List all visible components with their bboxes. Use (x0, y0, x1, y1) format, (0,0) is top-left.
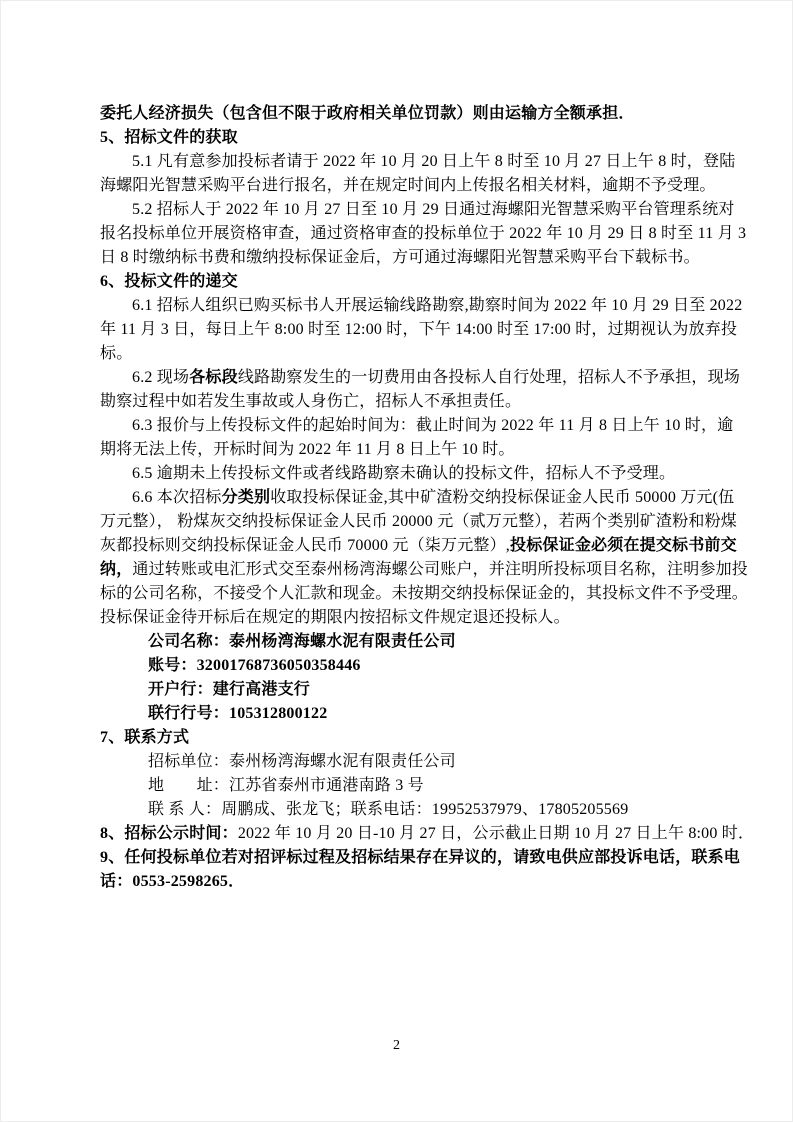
text-line (100, 174, 716, 198)
text-segment: 开户行：建行高港支行 (148, 681, 311, 698)
text-segment: 期将无法上传，开标时间为 2022 年 11 月 8 日上午 10 时。 (100, 441, 515, 458)
text-segment: 报名投标单位开展资格审查，通过资格审查的投标单位于 2022 年 10 月 29 日 8 时至 11 月 3 (100, 225, 747, 242)
text-segment: 5、招标文件的获取 (100, 129, 238, 146)
text-line (100, 630, 701, 654)
text-line (100, 366, 741, 390)
text-line (100, 246, 701, 270)
text-line (100, 582, 749, 606)
text-segment: 6.5 逾期未上传投标文件或者线路勘察未确认的投标文件，招标人不予受理。 (132, 465, 676, 482)
text-line (100, 870, 701, 894)
text-segment: 6.1 招标人组织已购买标书人开展运输线路勘察,勘察时间为 2022 年 10 月 29 日至 2022 (132, 297, 743, 314)
document-body (100, 102, 755, 894)
text-line (100, 342, 701, 366)
text-line (100, 798, 701, 822)
text-segment: 纳， (100, 561, 133, 578)
text-segment: 5.2 招标人于 2022 年 10 月 27 日至 10 月 29 日通过海螺阳光智慧采购平台管理系统对 (132, 201, 735, 218)
text-segment: 委托人经济损失（包含但不限于政府相关单位罚款）则由运输方全额承担． (100, 105, 635, 122)
text-line (100, 414, 734, 438)
text-line (100, 270, 701, 294)
text-line (100, 534, 737, 558)
text-segment: 6、投标文件的递交 (100, 273, 238, 290)
text-line (100, 678, 701, 702)
text-line (100, 774, 701, 798)
text-segment: 勘察过程中如若发生事故或人身伤亡，招标人不承担责任。 (100, 393, 522, 410)
text-segment: 6.6 本次招标 (132, 489, 222, 506)
text-line (100, 438, 701, 462)
text-line (100, 150, 736, 174)
text-segment: 投标保证金待开标后在规定的期限内按招标文件规定退还投标人。 (100, 609, 570, 626)
text-line (100, 558, 749, 582)
text-segment: 2022 年 10 月 20 日-10 月 27 日，公示截止日期 10 月 27 日上午 8:00 时． (237, 825, 755, 842)
text-segment: 6.2 现场 (132, 369, 190, 386)
text-line (100, 510, 738, 534)
text-segment: 联行行号：105312800122 (148, 705, 328, 722)
text-segment: 公司名称：泰州杨湾海螺水泥有限责任公司 (148, 633, 456, 650)
text-segment: 收取投标保证金,其中矿渣粉交纳投标保证金人民币 50000 万元(伍 (270, 489, 735, 506)
text-segment: 分类别 (221, 489, 271, 506)
text-line (100, 102, 701, 126)
text-segment: 灰都投标则交纳投标保证金人民币 70000 元（柒万元整）, (100, 537, 511, 554)
text-segment: 账号：32001768736050358446 (148, 657, 361, 674)
text-segment: 6.3 报价与上传投标文件的起始时间为：截止时间为 2022 年 11 月 8 日上午 10 时，逾 (132, 417, 734, 434)
text-line (100, 198, 735, 222)
text-segment: 联 系 人：周鹏成、张龙飞；联系电话：19952537979、17805205569 (148, 801, 629, 818)
text-segment: 7、联系方式 (100, 729, 190, 746)
text-line (100, 846, 741, 870)
text-segment: 投标保证金必须在提交标书前交 (510, 537, 737, 554)
text-line (100, 126, 701, 150)
text-line (100, 822, 755, 846)
text-line (100, 390, 701, 414)
text-line (100, 486, 735, 510)
text-segment: 通过转账或电汇形式交至泰州杨湾海螺公司账户，并注明所投标项目名称，注明参加投 (132, 561, 749, 578)
text-line (100, 294, 743, 318)
text-segment: 各标段 (189, 369, 238, 386)
text-line (100, 462, 701, 486)
text-line (100, 222, 747, 246)
text-segment: 海螺阳光智慧采购平台进行报名，并在规定时间内上传报名相关材料，逾期不予受理。 (100, 177, 716, 194)
text-segment: 年 11 月 3 日，每日上午 8:00 时至 12:00 时，下午 14:00 时至 17:00 时，过期视认为放弃投 (100, 321, 738, 338)
text-segment: 9、任何投标单位若对招评标过程及招标结果存在异议的，请致电供应部投诉电话，联系电 (100, 849, 741, 866)
text-line (100, 726, 701, 750)
text-segment: 万元整）， 粉煤灰交纳投标保证金人民币 20000 元（贰万元整），若两个类别矿渣粉和粉煤 (100, 513, 738, 530)
text-line (100, 606, 701, 630)
text-segment: 日 8 时缴纳标书费和缴纳投标保证金后，方可通过海螺阳光智慧采购平台下载标书。 (100, 249, 700, 266)
text-segment: 招标单位：泰州杨湾海螺水泥有限责任公司 (148, 753, 456, 770)
text-segment: 5.1 凡有意参加投标者请于 2022 年 10 月 20 日上午 8 时至 10 月 27 日上午 8 时，登陆 (132, 153, 736, 170)
text-line (100, 318, 738, 342)
text-segment: 话：0553-2598265． (100, 873, 245, 890)
text-segment: 标。 (100, 345, 133, 362)
text-segment: 8、招标公示时间： (100, 825, 238, 842)
text-segment: 地 址：江苏省泰州市通港南路 3 号 (148, 777, 424, 794)
page-number: 2 (393, 1038, 400, 1053)
text-line (100, 702, 701, 726)
text-segment: 线路勘察发生的一切费用由各投标人自行处理，招标人不予承担，现场 (237, 369, 741, 386)
text-line (100, 654, 701, 678)
text-segment: 标的公司名称，不接受个人汇款和现金。未按期交纳投标保证金的，其投标文件不予受理。 (100, 585, 749, 602)
text-line (100, 750, 701, 774)
